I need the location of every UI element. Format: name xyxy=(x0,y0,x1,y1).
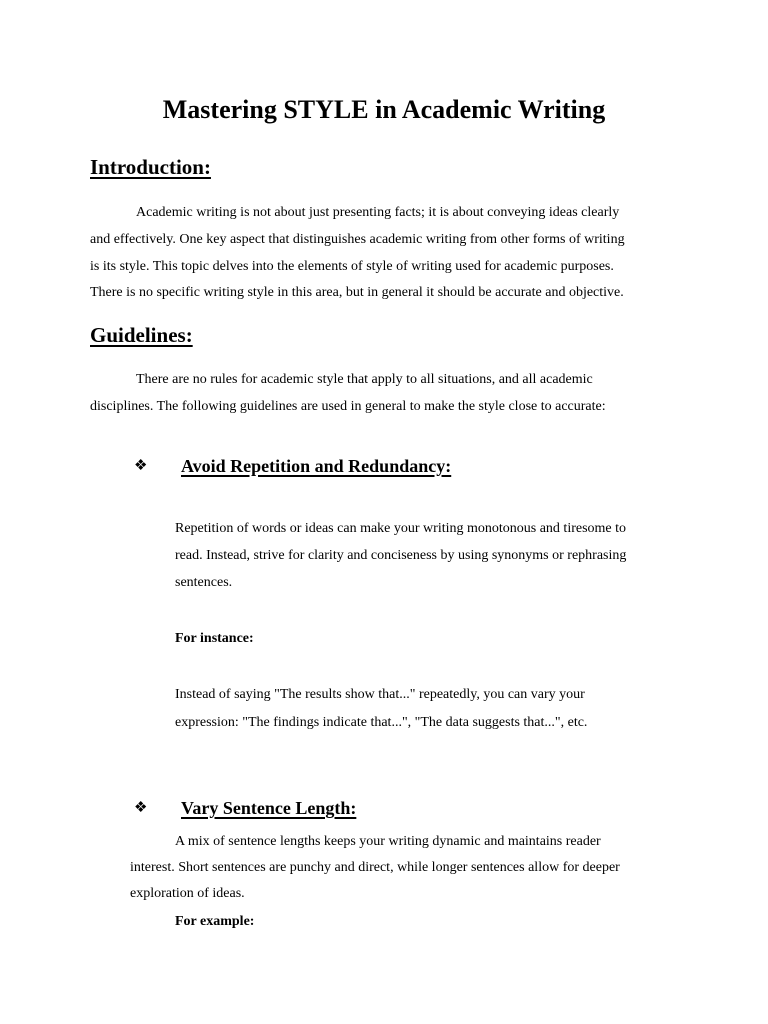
instance-line-2: expression: "The findings indicate that...", "The data suggests that...", etc. xyxy=(175,715,588,730)
sentence-length-line-3: exploration of ideas. xyxy=(130,886,245,901)
introduction-line-4: There is no specific writing style in this area, but in general it should be accurate and objective. xyxy=(90,285,624,300)
repetition-line-1: Repetition of words or ideas can make your writing monotonous and tiresome to xyxy=(175,521,627,536)
sentence-length-line-2: interest. Short sentences are punchy and direct, while longer sentences allow for deeper xyxy=(130,860,620,875)
repetition-heading: Avoid Repetition and Redundancy: xyxy=(181,456,452,476)
repetition-line-2: read. Instead, strive for clarity and conciseness by using synonyms or rephrasing xyxy=(175,548,627,563)
sentence-length-line-1: A mix of sentence lengths keeps your writing dynamic and maintains reader xyxy=(175,834,601,849)
sentence-length-heading: Vary Sentence Length: xyxy=(181,798,357,818)
guidelines-line-1: There are no rules for academic style that apply to all situations, and all academic xyxy=(136,372,593,387)
guidelines-heading: Guidelines: xyxy=(90,323,193,347)
introduction-line-2: and effectively. One key aspect that distinguishes academic writing from other forms of writing xyxy=(90,232,625,247)
introduction-line-3: is its style. This topic delves into the elements of style of writing used for academic purposes. xyxy=(90,259,614,274)
instance-line-1: Instead of saying "The results show that..." repeatedly, you can vary your xyxy=(175,687,585,702)
for-example-label: For example: xyxy=(175,914,255,929)
guidelines-line-2: disciplines. The following guidelines are used in general to make the style close to accurate: xyxy=(90,399,606,414)
bullet-icon: ❖ xyxy=(134,458,148,474)
bullet-icon: ❖ xyxy=(134,800,148,816)
repetition-line-3: sentences. xyxy=(175,575,233,590)
document-title: Mastering STYLE in Academic Writing xyxy=(162,95,606,124)
introduction-heading: Introduction: xyxy=(90,155,211,179)
for-instance-label: For instance: xyxy=(175,631,254,646)
introduction-line-1: Academic writing is not about just presenting facts; it is about conveying ideas clearly xyxy=(136,205,620,220)
